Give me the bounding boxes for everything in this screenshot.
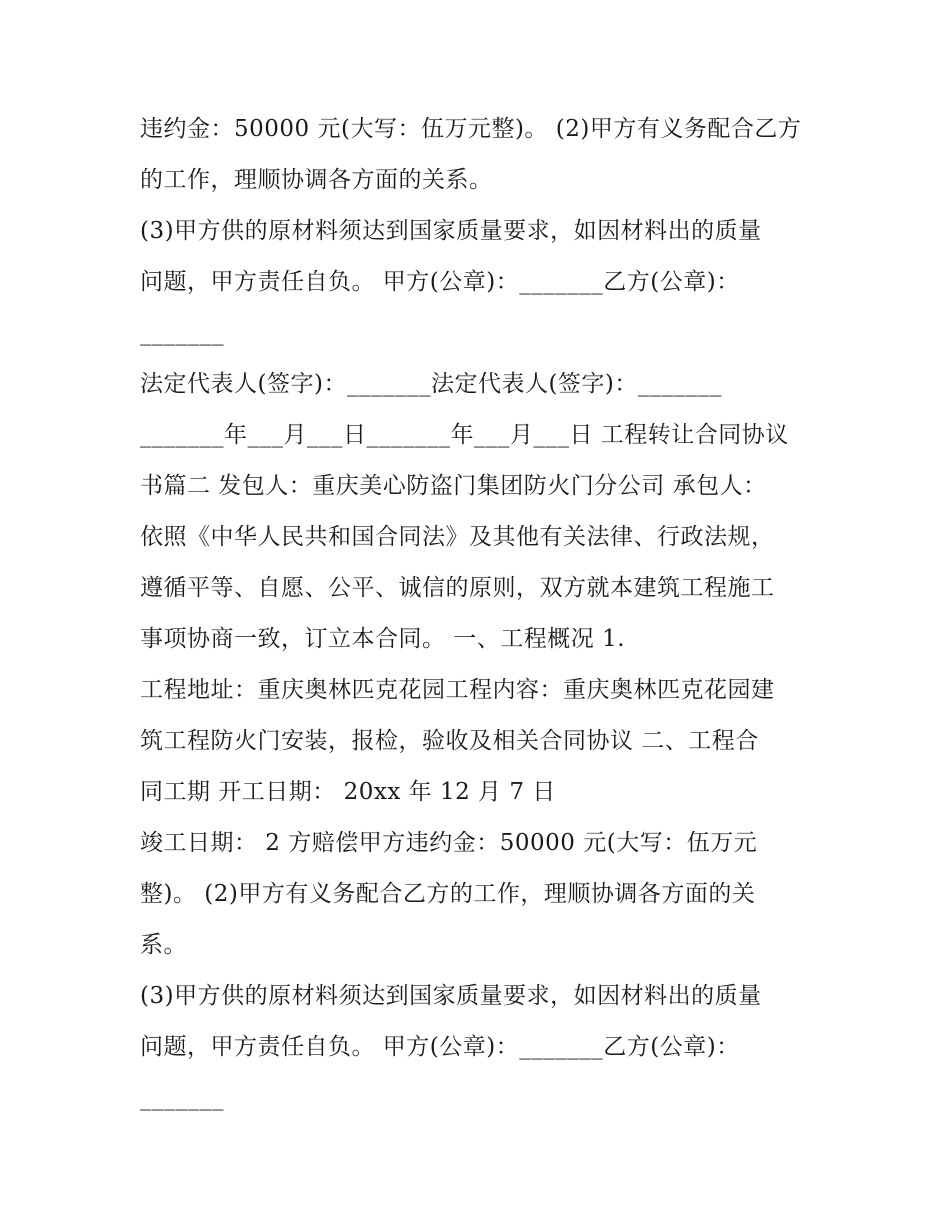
text-line: 工程地址：重庆奥林匹克花园工程内容：重庆奥林匹克花园建: [140, 677, 775, 703]
text-line: 的工作，理顺协调各方面的关系。: [140, 167, 493, 193]
document-body: [140, 104, 830, 1124]
text-line: 事项协商一致，订立本合同。 一、工程概况 1.: [140, 626, 626, 652]
text-line: 竣工日期： 2 方赔偿甲方违约金：50000 元(大写：伍万元: [140, 830, 758, 856]
text-line: (3)甲方供的原材料须达到国家质量要求，如因材料出的质量: [140, 983, 762, 1009]
text-line: 问题，甲方责任自负。 甲方(公章)：_______乙方(公章)：: [140, 269, 740, 295]
text-line: 依照《中华人民共和国合同法》及其他有关法律、行政法规，: [140, 524, 775, 550]
text-line: _______年___月___日_______年___月___日 工程转让合同协议: [140, 422, 789, 448]
text-line: 同工期 开工日期： 20xx 年 12 月 7 日: [140, 779, 556, 805]
text-line: 法定代表人(签字)：_______法定代表人(签字)：_______: [140, 371, 722, 397]
text-line: 书篇二 发包人：重庆美心防盗门集团防火门分公司 承包人：: [140, 473, 767, 499]
text-line: 违约金：50000 元(大写：伍万元整)。 (2)甲方有义务配合乙方: [140, 116, 802, 142]
text-line: 遵循平等、自愿、公平、诚信的原则，双方就本建筑工程施工: [140, 575, 775, 601]
signature-blank-line: _______: [140, 1085, 224, 1111]
text-line: 整)。 (2)甲方有义务配合乙方的工作，理顺协调各方面的关: [140, 881, 756, 907]
text-line: (3)甲方供的原材料须达到国家质量要求，如因材料出的质量: [140, 218, 762, 244]
text-line: 筑工程防火门安装，报检，验收及相关合同协议 二、工程合: [140, 728, 759, 754]
text-line: 系。: [140, 932, 187, 958]
signature-blank-line: _______: [140, 320, 224, 346]
text-line: 问题，甲方责任自负。 甲方(公章)：_______乙方(公章)：: [140, 1034, 740, 1060]
